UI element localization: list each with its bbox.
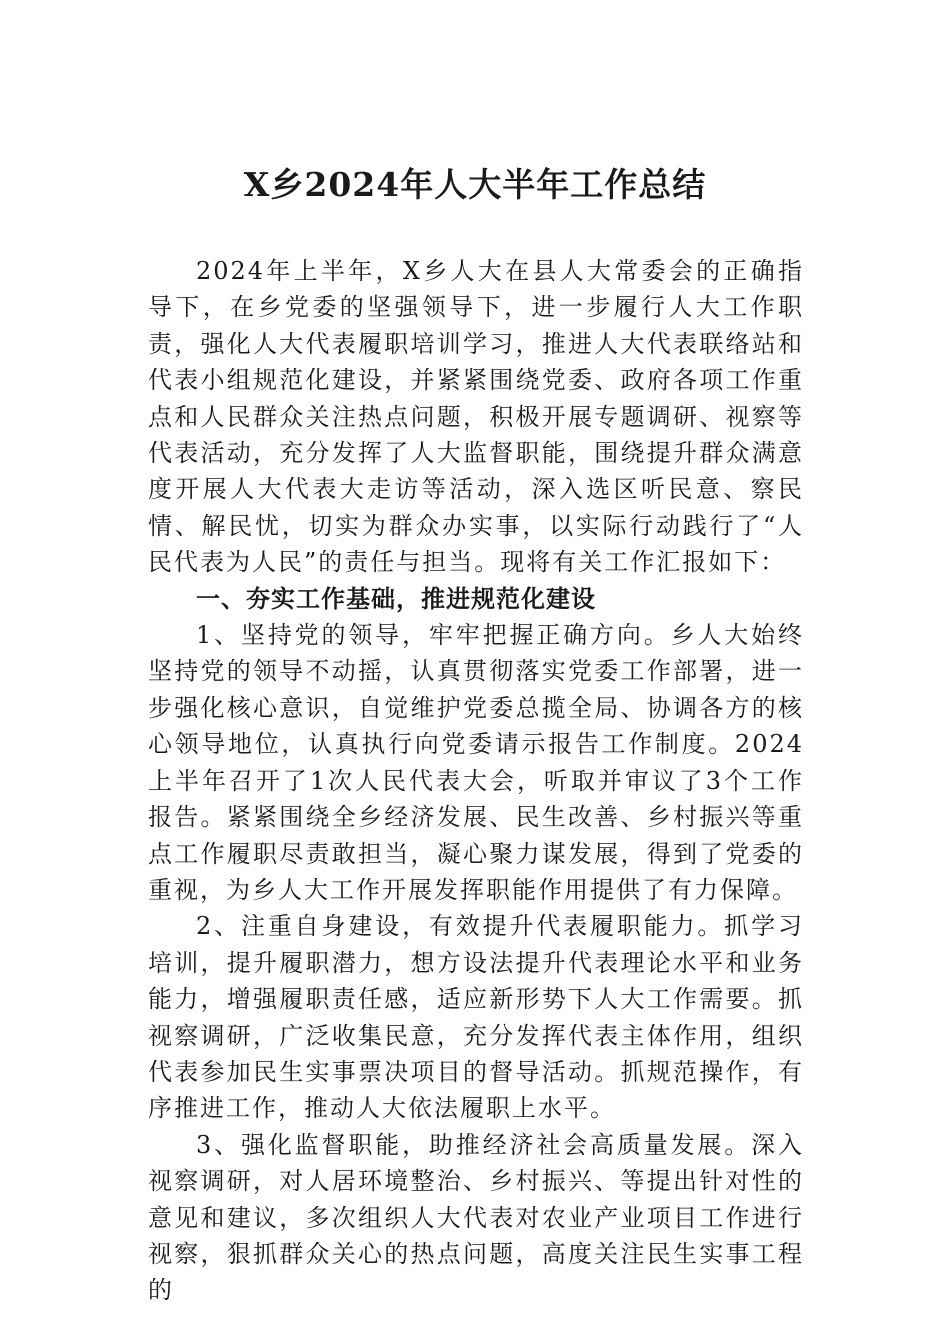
item-paragraph-1: 1、坚持党的领导，牢牢把握正确方向。乡人大始终坚持党的领导不动摇，认真贯彻落实党委工作部署，进一步强化核心意识，自觉维护党委总揽全局、协调各方的核心领导地位，认真执行向党委请示报告工作制度。2024上半年召开了1次人民代表大会，听取并审议了3个工作报告。紧紧围绕全乡经济发展、民生改善、乡村振兴等重点工作履职尽责敢担当，凝心聚力谋发展，得到了党委的重视，为乡人大工作开展发挥职能作用提供了有力保障。	[148, 621, 804, 904]
document-body	[148, 253, 804, 1309]
document-title: X乡2024年人大半年工作总结	[243, 165, 707, 204]
item-paragraph-3: 3、强化监督职能，助推经济社会高质量发展。深入视察调研，对人居环境整治、乡村振兴、等提出针对性的意见和建议，多次组织人大代表对农业产业项目工作进行视察，狠抓群众关心的热点问题，高度关注民生实事工程的	[148, 1130, 804, 1305]
section-heading-1: 一、夯实工作基础，推进规范化建设	[196, 584, 596, 613]
intro-paragraph: 2024年上半年，X乡人大在县人大常委会的正确指导下，在乡党委的坚强领导下，进一步履行人大工作职责，强化人大代表履职培训学习，推进人大代表联络站和代表小组规范化建设，并紧紧围绕党委、政府各项工作重点和人民群众关注热点问题，积极开展专题调研、视察等代表活动，充分发挥了人大监督职能，围绕提升群众满意度开展人大代表大走访等活动，深入选区听民意、察民情、解民忧，切实为群众办实事，以实际行动践行了“人民代表为人民”的责任与担当。现将有关工作汇报如下：	[148, 257, 804, 577]
item-paragraph-2: 2、注重自身建设，有效提升代表履职能力。抓学习培训，提升履职潜力，想方设法提升代表理论水平和业务能力，增强履职责任感，适应新形势下人大工作需要。抓视察调研，广泛收集民意，充分发挥代表主体作用，组织代表参加民生实事票决项目的督导活动。抓规范操作，有序推进工作，推动人大依法履职上水平。	[148, 912, 804, 1123]
